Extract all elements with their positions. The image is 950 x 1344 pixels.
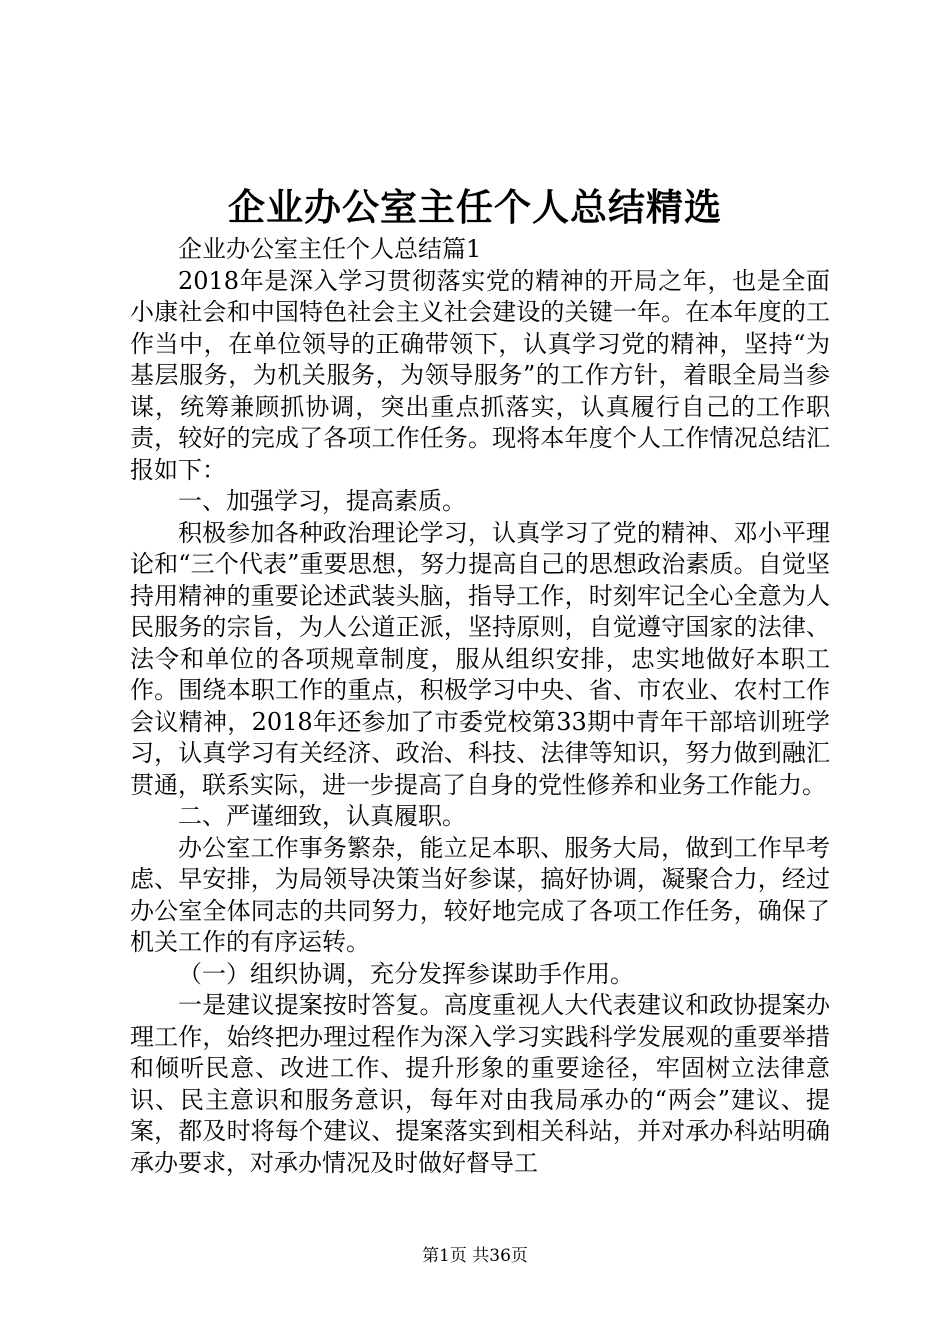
paragraph: 积极参加各种政治理论学习，认真学习了党的精神、邓小平理论和“三个代表”重要思想，努力提高自己的思想政治素质。自觉坚持用精神的重要论述武装头脑，指导工作，时刻牢记全心全意为人民服务的宗旨，为人公道正派，坚持原则，自觉遵守国家的法律、法令和单位的各项规章制度，服从组织安排，忠实地做好本职工作。围绕本职工作的重点，积极学习中央、省、市农业、农村工作会议精神，2018年还参加了市委党校第33期中青年干部培训班学习，认真学习有关经济、政治、科技、法律等知识，努力做到融汇贯通，联系实际，进一步提高了自身的党性修养和业务工作能力。 [130,518,830,799]
section-heading: 企业办公室主任个人总结篇1 [178,235,482,263]
paragraph: 2018年是深入学习贯彻落实党的精神的开局之年，也是全面小康社会和中国特色社会主义社会建设的关键一年。在本年度的工作当中，在单位领导的正确带领下，认真学习党的精神，坚持“为基层服务，为机关服务，为领导服务”的工作方针，着眼全局当参谋，统筹兼顾抓协调，突出重点抓落实，认真履行自己的工作职责，较好的完成了各项工作任务。现将本年度个人工作情况总结汇报如下： [130,266,830,484]
document-title: 企业办公室主任个人总结精选 [228,185,722,229]
paragraph: 办公室工作事务繁杂，能立足本职、服务大局，做到工作早考虑、早安排，为局领导决策当好参谋，搞好协调，凝聚合力，经过办公室全体同志的共同努力，较好地完成了各项工作任务，确保了机关工作的有序运转。 [130,833,830,956]
subsection-heading: （一）组织协调，充分发挥参谋助手作用。 [178,959,634,988]
page-footer: 第1页 共36页 [422,1246,528,1266]
document-body [130,234,830,1179]
section-heading: 一、加强学习，提高素质。 [178,487,466,515]
paragraph: 一是建议提案按时答复。高度重视人大代表建议和政协提案办理工作，始终把办理过程作为深入学习实践科学发展观的重要举措和倾听民意、改进工作、提升形象的重要途径，牢固树立法律意识、民主意识和服务意识，每年对由我局承办的“两会”建议、提案，都及时将每个建议、提案落实到相关科站，并对承办科站明确承办要求，对承办情况及时做好督导工 [130,991,830,1177]
section-heading: 二、严谨细致，认真履职。 [178,802,466,830]
